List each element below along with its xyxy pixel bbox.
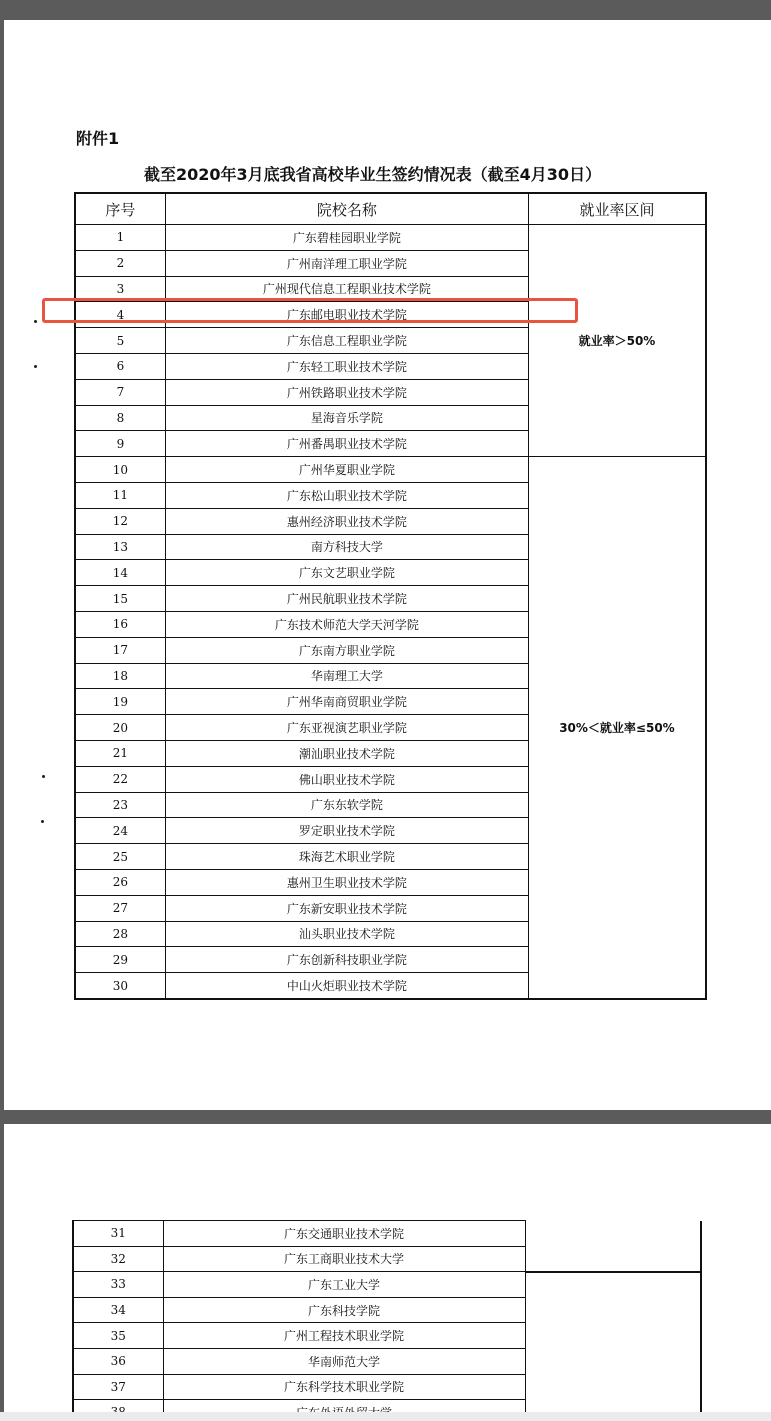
row-number: 34 <box>73 1297 163 1323</box>
row-number: 18 <box>75 663 165 689</box>
school-name: 广州番禺职业技术学院 <box>165 431 528 457</box>
highlight-box <box>42 298 578 323</box>
row-number: 8 <box>75 405 165 431</box>
header-range: 就业率区间 <box>528 193 706 225</box>
row-number: 27 <box>75 895 165 921</box>
range-cell-continued <box>525 1221 701 1272</box>
school-name: 广州工程技术职业学院 <box>163 1323 525 1349</box>
row-number: 10 <box>75 457 165 483</box>
header-school: 院校名称 <box>165 193 528 225</box>
row-number: 31 <box>73 1221 163 1247</box>
row-number: 1 <box>75 225 165 251</box>
school-name: 星海音乐学院 <box>165 405 528 431</box>
range-cell-next <box>525 1272 701 1421</box>
row-number: 33 <box>73 1272 163 1298</box>
viewer-bottom-bar <box>0 1412 771 1421</box>
row-number: 29 <box>75 947 165 973</box>
row-number: 30 <box>75 973 165 999</box>
header-no: 序号 <box>75 193 165 225</box>
range-cell-high: 就业率＞50% <box>528 225 706 457</box>
school-name: 广东邮电职业技术学院 <box>165 302 528 328</box>
school-name: 广东工商职业技术大学 <box>163 1246 525 1272</box>
table-header-row <box>75 193 706 225</box>
school-name: 广州南洋理工职业学院 <box>165 250 528 276</box>
school-name: 广东新安职业技术学院 <box>165 895 528 921</box>
row-number: 9 <box>75 431 165 457</box>
row-number: 12 <box>75 508 165 534</box>
school-name: 广州民航职业技术学院 <box>165 586 528 612</box>
range-cell-mid: 30%＜就业率≤50% <box>528 457 706 999</box>
row-number: 13 <box>75 534 165 560</box>
school-name: 惠州卫生职业技术学院 <box>165 869 528 895</box>
school-name: 广州华南商贸职业学院 <box>165 689 528 715</box>
row-number: 3 <box>75 276 165 302</box>
school-name: 广州现代信息工程职业技术学院 <box>165 276 528 302</box>
row-number: 21 <box>75 740 165 766</box>
school-name: 广东碧桂园职业学院 <box>165 225 528 251</box>
school-name: 广东信息工程职业学院 <box>165 328 528 354</box>
row-number: 24 <box>75 818 165 844</box>
scan-speck <box>34 365 37 368</box>
school-name: 广东南方职业学院 <box>165 637 528 663</box>
scan-speck <box>41 820 44 823</box>
scan-speck <box>34 320 37 323</box>
school-name: 广东技术师范大学天河学院 <box>165 611 528 637</box>
row-number: 5 <box>75 328 165 354</box>
school-name: 罗定职业技术学院 <box>165 818 528 844</box>
school-name: 珠海艺术职业学院 <box>165 844 528 870</box>
school-name: 华南师范大学 <box>163 1348 525 1374</box>
appendix-label: 附件1 <box>76 129 120 148</box>
row-number: 7 <box>75 379 165 405</box>
school-name: 广东工业大学 <box>163 1272 525 1298</box>
row-number: 11 <box>75 482 165 508</box>
row-number: 35 <box>73 1323 163 1349</box>
school-name: 华南理工大学 <box>165 663 528 689</box>
row-number: 23 <box>75 792 165 818</box>
school-name: 广东轻工职业技术学院 <box>165 353 528 379</box>
row-number: 20 <box>75 715 165 741</box>
school-name: 潮汕职业技术学院 <box>165 740 528 766</box>
row-number: 2 <box>75 250 165 276</box>
school-name: 汕头职业技术学院 <box>165 921 528 947</box>
row-number: 14 <box>75 560 165 586</box>
row-number: 22 <box>75 766 165 792</box>
school-name: 惠州经济职业技术学院 <box>165 508 528 534</box>
school-name: 广东亚视演艺职业学院 <box>165 715 528 741</box>
table-row <box>75 225 706 251</box>
row-number: 19 <box>75 689 165 715</box>
table-row <box>75 457 706 483</box>
table-row <box>73 1272 701 1298</box>
row-number: 37 <box>73 1374 163 1400</box>
school-name: 佛山职业技术学院 <box>165 766 528 792</box>
school-name: 广东东软学院 <box>165 792 528 818</box>
table-title: 截至2020年3月底我省高校毕业生签约情况表（截至4月30日） <box>144 165 602 184</box>
row-number: 17 <box>75 637 165 663</box>
school-name: 广东文艺职业学院 <box>165 560 528 586</box>
row-number: 15 <box>75 586 165 612</box>
school-name: 广州铁路职业技术学院 <box>165 379 528 405</box>
school-name: 中山火炬职业技术学院 <box>165 973 528 999</box>
row-number: 16 <box>75 611 165 637</box>
school-name: 广东创新科技职业学院 <box>165 947 528 973</box>
row-number: 28 <box>75 921 165 947</box>
document-page-2 <box>4 1124 771 1421</box>
employment-table-continued <box>72 1220 702 1421</box>
row-number: 25 <box>75 844 165 870</box>
school-name: 广州华夏职业学院 <box>165 457 528 483</box>
school-name: 广东交通职业技术学院 <box>163 1221 525 1247</box>
document-page-1 <box>4 20 771 1110</box>
school-name: 广东科技学院 <box>163 1297 525 1323</box>
school-name: 广东松山职业技术学院 <box>165 482 528 508</box>
table-row <box>73 1221 701 1247</box>
scan-speck <box>42 775 45 778</box>
row-number: 32 <box>73 1246 163 1272</box>
row-number: 4 <box>75 302 165 328</box>
school-name: 南方科技大学 <box>165 534 528 560</box>
school-name: 广东科学技术职业学院 <box>163 1374 525 1400</box>
row-number: 36 <box>73 1348 163 1374</box>
row-number: 6 <box>75 353 165 379</box>
row-number: 26 <box>75 869 165 895</box>
